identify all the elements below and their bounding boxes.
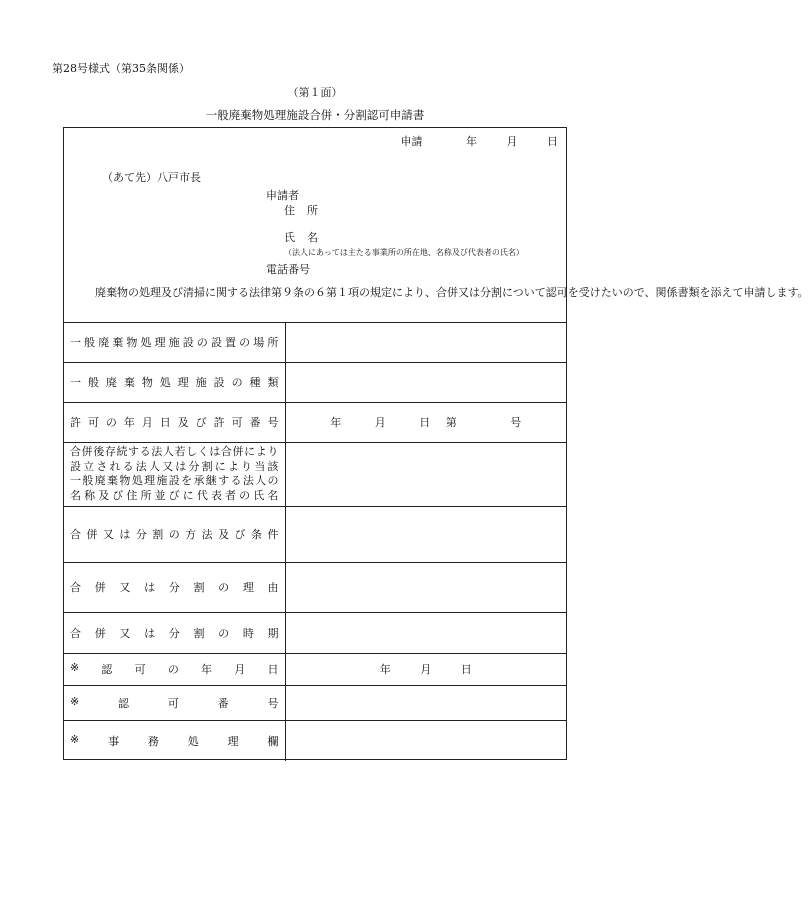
label-char: 物 — [119, 474, 131, 487]
form-table — [64, 322, 566, 761]
label-char: の — [105, 416, 117, 429]
merger-reason-field[interactable] — [285, 562, 566, 612]
label-char: 分 — [168, 581, 180, 594]
row-label-text — [70, 445, 279, 460]
label-char: る — [122, 459, 134, 473]
label-char: 棄 — [112, 335, 124, 349]
label-char: 法 — [201, 528, 213, 541]
label-char: よ — [255, 445, 267, 458]
label-char: り — [267, 445, 279, 458]
row-label-text — [70, 374, 279, 390]
applicant-label: 申請者 — [266, 189, 299, 202]
approval-day-label: 日 — [460, 663, 472, 676]
label-char: 般 — [84, 335, 96, 349]
row-label-text — [70, 579, 279, 595]
label-char: 処 — [131, 474, 143, 487]
label-char: 人 — [148, 459, 160, 473]
table-row — [64, 562, 566, 612]
row-label-text — [70, 460, 279, 475]
approval-date-field[interactable] — [285, 653, 566, 685]
label-char: 棄 — [123, 376, 135, 389]
label-char: 理 — [154, 335, 166, 349]
label-char: し — [186, 445, 198, 458]
label-char: 日 — [159, 416, 171, 429]
label-char: 物 — [126, 335, 138, 349]
name-note: （法人にあっては主たる事業所の所在地、名称及び代表者の氏名） — [284, 248, 524, 257]
merger-method-field[interactable] — [285, 506, 566, 562]
applicant-section — [64, 128, 809, 323]
phone-label: 電話番号 — [266, 263, 310, 276]
permit-date-number-field[interactable] — [285, 402, 566, 442]
label-char: 表 — [210, 488, 222, 502]
label-char: 続 — [116, 445, 128, 458]
document-title: 一般廃棄物処理施設合併・分割認可申請書 — [205, 108, 425, 122]
label-char: の — [168, 528, 180, 541]
label-char: 理 — [177, 376, 189, 389]
label-char: 月 — [234, 663, 246, 676]
label-char: 認 — [118, 696, 130, 710]
label-char: 合 — [220, 445, 232, 458]
intro-text: 廃棄物の処理及び清掃に関する法律第９条の６第１項の規定により、合併又は分割について認可を受けたいので、関係書類を添えて申請します。 — [84, 286, 809, 299]
row-label-text — [70, 334, 279, 350]
label-char: の — [231, 376, 243, 389]
label-char: 合 — [70, 626, 81, 640]
label-char: 又 — [119, 581, 131, 594]
facility-location-field[interactable] — [285, 322, 566, 362]
label-char: 物 — [141, 376, 153, 389]
label-char: 人 — [162, 445, 174, 458]
label-char: 年 — [201, 663, 213, 676]
permit-year-label: 年 — [330, 416, 342, 429]
address-label: 住所 — [284, 204, 330, 217]
row-label — [64, 562, 285, 612]
application-date — [401, 133, 559, 149]
label-char: 当 — [254, 459, 266, 473]
label-char: は — [144, 626, 156, 640]
label-char: 又 — [119, 626, 131, 640]
label-char: に — [244, 445, 256, 458]
label-char: 般 — [87, 376, 99, 389]
permit-no-suffix: 号 — [510, 416, 522, 429]
name-label: 氏名 — [284, 231, 330, 244]
date-year-label: 年 — [466, 135, 477, 148]
label-char: 廃 — [98, 335, 110, 349]
label-char: 名 — [70, 488, 81, 502]
row-label-text — [70, 526, 279, 542]
label-char: 施 — [195, 376, 207, 389]
label-char: 件 — [267, 528, 279, 541]
label-char: 一 — [70, 335, 81, 349]
row-label-text — [70, 661, 279, 677]
label-char: の — [239, 335, 251, 349]
label-char: 割 — [193, 626, 205, 640]
table-row — [64, 720, 566, 761]
label-char: 号 — [267, 696, 279, 710]
row-label-text — [70, 414, 279, 430]
row-label — [64, 322, 285, 362]
label-char: の — [167, 663, 179, 676]
form-number: 第28号様式（第35条関係） — [52, 62, 190, 75]
label-char: 割 — [193, 581, 205, 594]
date-day-label: 日 — [547, 135, 558, 148]
row-label-text — [70, 489, 279, 504]
label-char: は — [209, 445, 221, 458]
row-label — [64, 506, 285, 562]
approval-year-label: 年 — [379, 663, 391, 676]
label-char: 廃 — [94, 474, 106, 487]
label-char: 並 — [154, 488, 166, 502]
label-char: 年 — [123, 416, 135, 429]
row-label — [64, 685, 285, 720]
label-char: 許 — [213, 416, 225, 429]
label-char: 一 — [70, 474, 81, 487]
label-char: は — [144, 581, 156, 594]
date-month-label: 月 — [506, 135, 518, 148]
label-char: る — [230, 474, 242, 487]
label-char: 設 — [210, 335, 222, 349]
label-char: 処 — [187, 734, 199, 748]
label-char: 併 — [86, 528, 98, 541]
label-char: す — [218, 474, 230, 487]
label-char: 番 — [217, 696, 229, 710]
label-char: 該 — [267, 459, 279, 473]
label-char: 称 — [84, 488, 96, 502]
row-label — [64, 362, 285, 402]
label-char: 名 — [267, 488, 279, 502]
row-label — [64, 612, 285, 653]
row-label-text — [70, 733, 279, 749]
permit-no-prefix: 第 — [445, 416, 457, 429]
row-label — [64, 720, 285, 761]
label-char: 立 — [83, 459, 95, 473]
label-char: 分 — [135, 528, 147, 541]
table-row — [64, 322, 566, 362]
label-char: 由 — [267, 581, 279, 594]
label-char: び — [195, 416, 207, 429]
label-char: 設 — [168, 474, 180, 487]
label-char: す — [128, 445, 140, 458]
label-char: 承 — [193, 474, 205, 487]
label-char: の — [218, 626, 230, 640]
label-char: 人 — [255, 474, 267, 487]
label-char: 可 — [87, 416, 99, 429]
label-char: 所 — [140, 488, 152, 502]
label-char: 月 — [141, 416, 153, 429]
label-char: 方 — [185, 528, 197, 541]
label-char: く — [197, 445, 209, 458]
label-char: 合 — [70, 581, 81, 594]
row-label-text — [70, 695, 279, 711]
label-char: 住 — [126, 488, 138, 502]
label-char: 理 — [242, 581, 254, 594]
label-char: ※ — [70, 732, 80, 746]
table-row — [64, 362, 566, 402]
label-char: 可 — [231, 416, 243, 429]
label-char: 設 — [70, 459, 81, 473]
label-char: の — [218, 581, 230, 594]
table-row — [64, 685, 566, 720]
label-char: よ — [227, 459, 239, 473]
label-char: 廃 — [105, 376, 117, 389]
permit-month-label: 月 — [374, 416, 386, 429]
label-char: 及 — [218, 528, 230, 541]
table-row — [64, 402, 566, 442]
table-row — [64, 653, 566, 685]
label-char: ※ — [70, 694, 80, 708]
label-char: 許 — [70, 416, 81, 429]
label-char: 場 — [253, 335, 265, 349]
label-char: に — [182, 488, 194, 502]
label-char: 合 — [70, 528, 81, 541]
table-row — [64, 442, 566, 506]
application-form — [63, 127, 809, 760]
label-char: 条 — [250, 528, 262, 541]
label-char: 法 — [242, 474, 254, 487]
approval-number-field[interactable] — [285, 685, 566, 720]
label-char: 氏 — [253, 488, 265, 502]
label-char: 後 — [93, 445, 105, 458]
row-label — [64, 653, 285, 685]
label-char: 法 — [151, 445, 163, 458]
label-char: 処 — [140, 335, 152, 349]
label-char: に — [214, 459, 226, 473]
label-char: 分 — [188, 459, 200, 473]
label-char: 可 — [134, 663, 146, 676]
table-row — [64, 506, 566, 562]
successor-corporation-field[interactable] — [285, 442, 566, 506]
label-char: 併 — [232, 445, 244, 458]
label-char: 理 — [227, 734, 239, 748]
merger-timing-field[interactable] — [285, 612, 566, 653]
date-prefix: 申請 — [400, 135, 423, 148]
label-char: さ — [96, 459, 108, 473]
label-char: 時 — [242, 626, 254, 640]
approval-month-label: 月 — [420, 663, 432, 676]
label-char: れ — [109, 459, 121, 473]
label-char: 類 — [267, 376, 279, 389]
label-char: 番 — [249, 416, 261, 429]
label-char: 設 — [213, 376, 225, 389]
label-char: 又 — [102, 528, 114, 541]
label-char: び — [234, 528, 246, 541]
label-char: ※ — [70, 661, 80, 674]
row-label — [64, 442, 285, 506]
label-char: 認 — [101, 663, 113, 676]
label-char: 施 — [156, 474, 168, 487]
label-char: 存 — [104, 445, 116, 458]
table-row — [64, 612, 566, 653]
label-char: を — [181, 474, 193, 487]
label-char: 可 — [167, 696, 179, 710]
addressee: （あて先）八戸市長 — [102, 171, 201, 184]
facility-type-field[interactable] — [285, 362, 566, 402]
label-char: 併 — [81, 445, 93, 458]
label-char: 置 — [225, 335, 237, 349]
label-char: 及 — [98, 488, 110, 502]
office-use-field[interactable] — [285, 720, 566, 761]
label-char: 分 — [168, 626, 180, 640]
label-char: 併 — [94, 581, 106, 594]
label-char: り — [241, 459, 253, 473]
page-label: （第１面） — [287, 86, 343, 99]
label-char: 及 — [177, 416, 189, 429]
label-char: び — [112, 488, 124, 502]
label-char: る — [139, 445, 151, 458]
label-char: は — [119, 528, 131, 541]
label-char: 継 — [205, 474, 217, 487]
label-char: 又 — [162, 459, 174, 473]
row-label-text — [70, 474, 279, 489]
label-char: 所 — [267, 335, 279, 349]
label-char: 割 — [152, 528, 164, 541]
label-char: の — [267, 474, 279, 487]
label-char: び — [168, 488, 180, 502]
label-char: 般 — [82, 474, 94, 487]
label-char: 設 — [182, 335, 194, 349]
label-char: 一 — [70, 376, 81, 389]
label-char: 日 — [267, 663, 279, 676]
label-char: 処 — [159, 376, 171, 389]
label-char: 理 — [144, 474, 156, 487]
label-char: 期 — [267, 626, 279, 640]
label-char: の — [239, 488, 251, 502]
label-char: 事 — [108, 734, 120, 748]
label-char: 割 — [201, 459, 213, 473]
label-char: 者 — [225, 488, 237, 502]
row-label-text — [70, 625, 279, 641]
label-char: 棄 — [107, 474, 119, 487]
label-char: 欄 — [267, 734, 279, 748]
label-char: 号 — [267, 416, 279, 429]
label-char: 合 — [70, 445, 81, 458]
label-char: 法 — [135, 459, 147, 473]
label-char: 若 — [174, 445, 186, 458]
label-char: は — [175, 459, 187, 473]
row-label — [64, 402, 285, 442]
label-char: 務 — [147, 734, 159, 748]
permit-day-label: 日 — [419, 416, 431, 429]
label-char: 代 — [196, 488, 208, 502]
label-char: 施 — [168, 335, 180, 349]
label-char: 併 — [94, 626, 106, 640]
label-char: 種 — [249, 376, 261, 389]
label-char: の — [196, 335, 208, 349]
